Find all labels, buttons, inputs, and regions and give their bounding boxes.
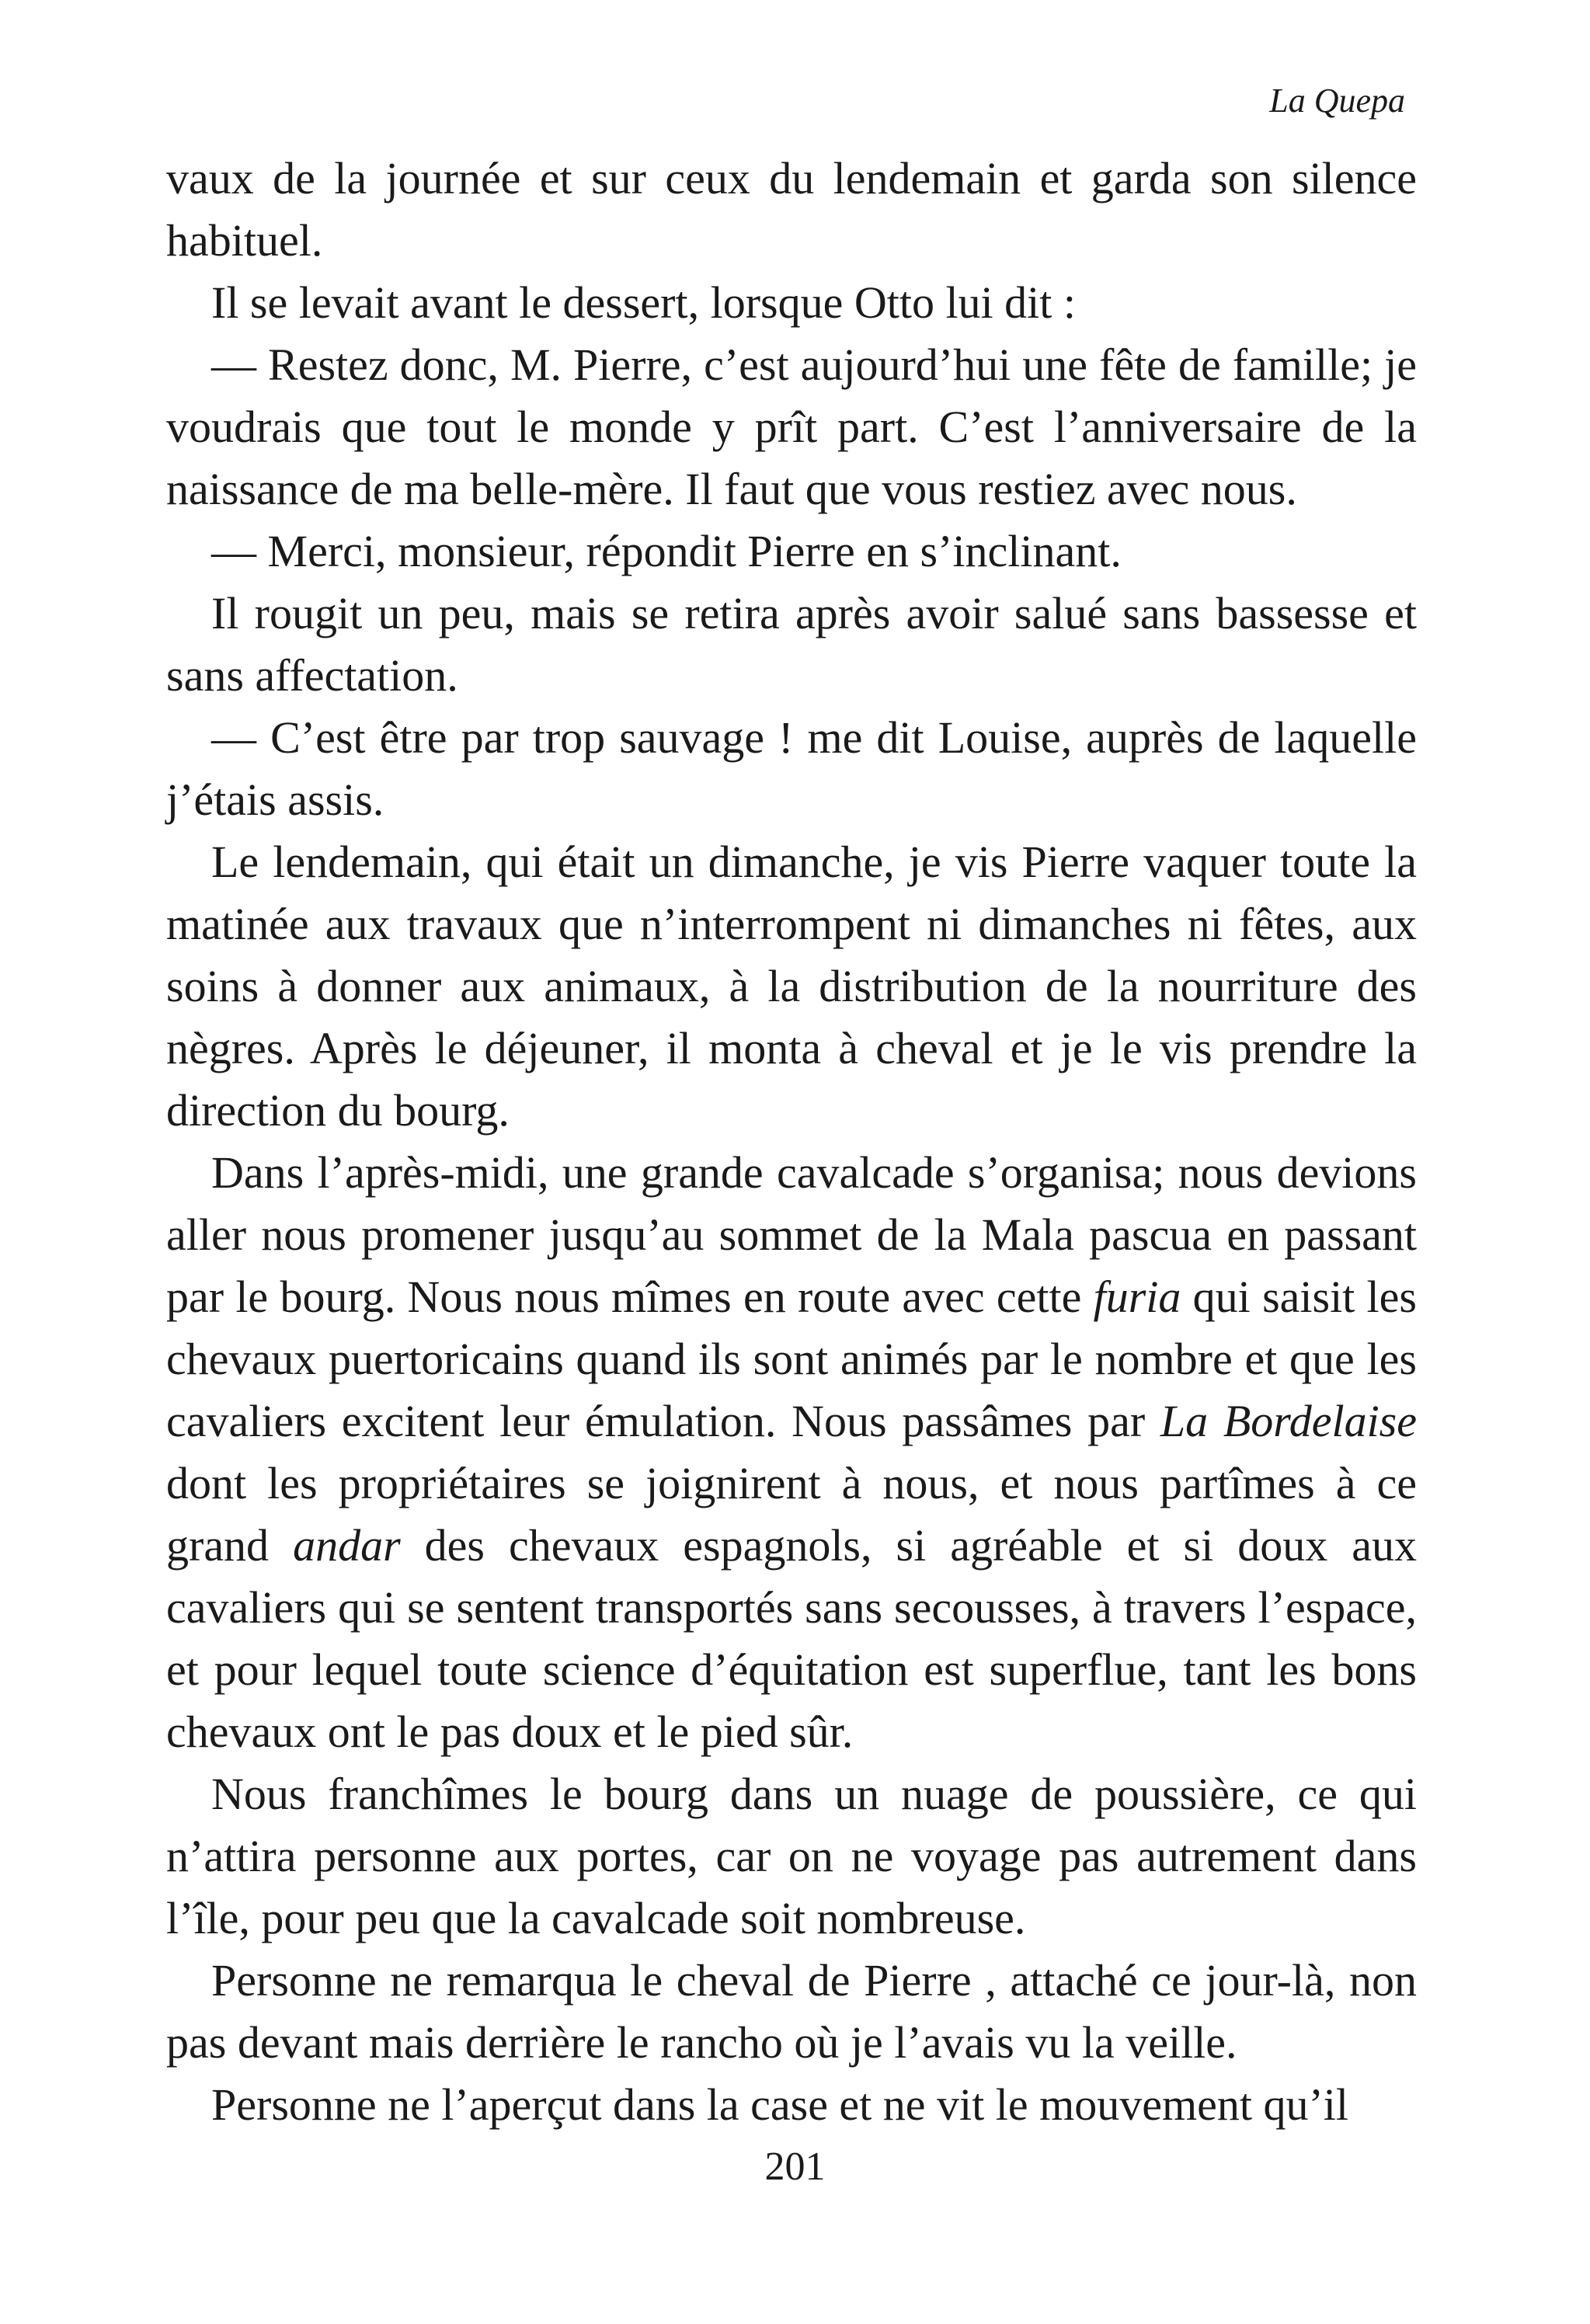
italic-term: andar [293, 1520, 401, 1571]
text-run: dont les propriétaires se joignirent à nous, et nous partîmes à ce grand [166, 1458, 1417, 1571]
paragraph: Il se levait avant le dessert, lorsque Otto lui dit : [211, 277, 1077, 328]
running-header: La Quepa [1269, 82, 1405, 120]
paragraph [166, 1142, 1417, 1763]
paragraph: Il rougit un peu, mais se retira après avoir salué sans bassesse et sans affectation. [166, 588, 1417, 701]
text-run: Dans l’après-midi, une grande cavalcade s’organisa; nous devions aller nous promener jusqu’au sommet de la Mala pascua en passant par le bourg. Nous nous mîmes en route avec cette [166, 1147, 1417, 1322]
paragraph: Personne ne remarqua le cheval de Pierre , attaché ce jour-là, non pas devant mais derrière le rancho où je l’avais vu la veille. [166, 1955, 1417, 2068]
paragraph: vaux de la journée et sur ceux du lendemain et garda son silence habituel. [166, 153, 1417, 266]
paragraph: — C’est être par trop sauvage ! me dit Louise, auprès de laquelle j’étais assis. [166, 712, 1417, 825]
italic-term: La Bordelaise [1160, 1396, 1417, 1446]
body-text [166, 148, 1417, 2136]
text-run: des chevaux espagnols, si agréable et si doux aux cavaliers qui se sentent transportés sans secousses, à travers l’espace, et pour lequel toute science d’équitation est superflue, tant les bons chevaux ont le pas doux et le pied sûr. [166, 1520, 1417, 1757]
page-number: 201 [764, 2145, 826, 2189]
paragraph: — Merci, monsieur, répondit Pierre en s’inclinant. [211, 526, 1122, 576]
italic-term: furia [1093, 1272, 1181, 1322]
paragraph: — Restez donc, M. Pierre, c’est aujourd’hui une fête de famille; je voudrais que tout le monde y prît part. C’est l’anniversaire de la naissance de ma belle-mère. Il faut que vous restiez avec nous. [166, 339, 1417, 514]
text-run: qui saisit les chevaux puertoricains quand ils sont animés par le nombre et que les cavaliers excitent leur émulation. Nous passâmes par [166, 1272, 1417, 1446]
paragraph: Personne ne l’aperçut dans la case et ne vit le mouvement qu’il [211, 2079, 1348, 2130]
paragraph: Nous franchîmes le bourg dans un nuage de poussière, ce qui n’attira personne aux portes, car on ne voyage pas autrement dans l’île, pour peu que la cavalcade soit nombreuse. [166, 1769, 1417, 1943]
paragraph: Le lendemain, qui était un dimanche, je vis Pierre vaquer toute la matinée aux travaux que n’interrompent ni dimanches ni fêtes, aux soins à donner aux animaux, à la distribution de la nourriture des nègres. Après le déjeuner, il monta à cheval et je le vis prendre la direction du bourg. [166, 837, 1417, 1136]
